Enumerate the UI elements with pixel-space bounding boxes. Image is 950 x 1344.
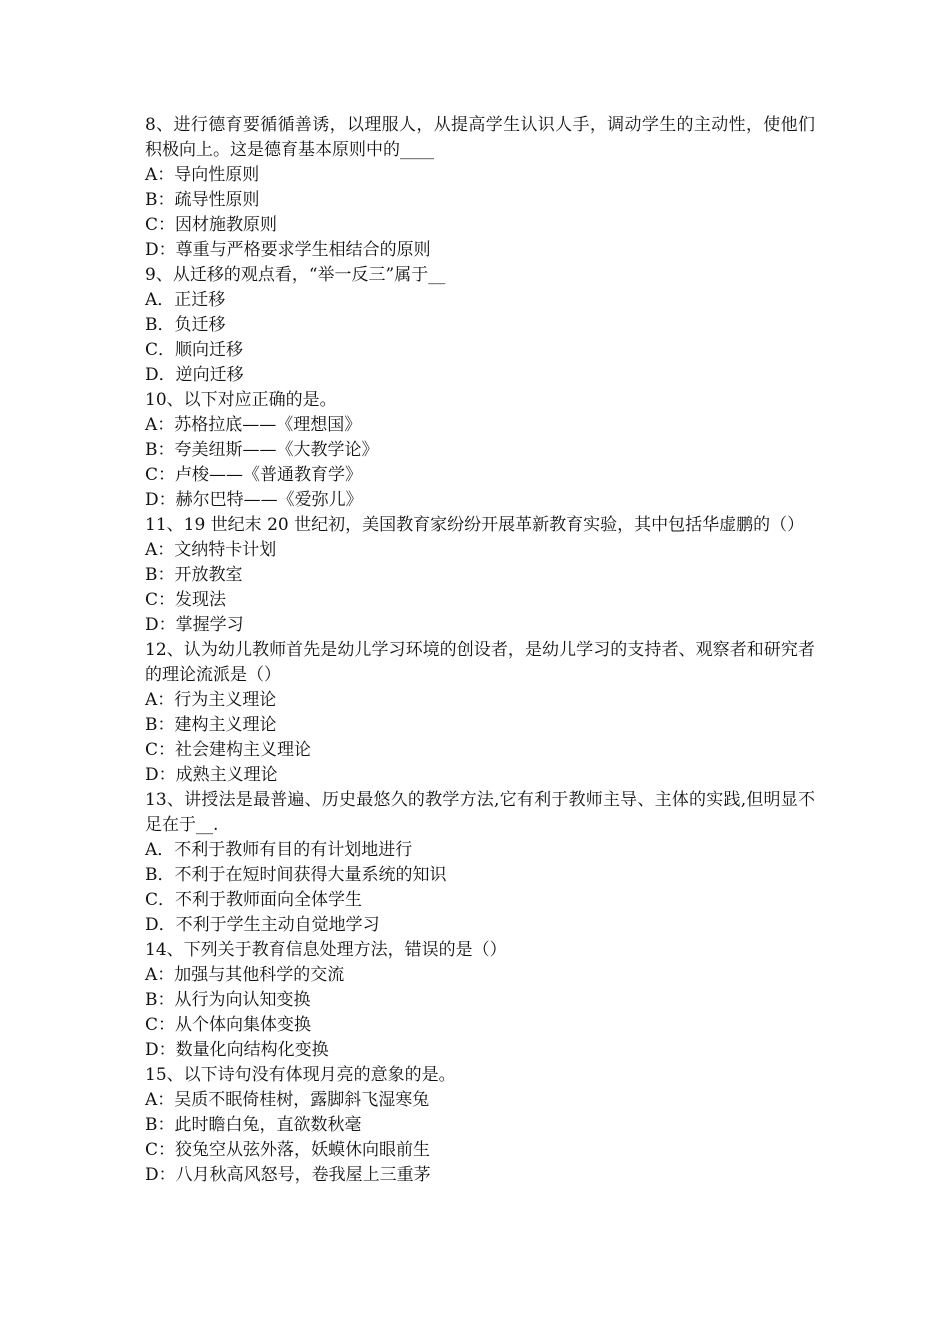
answer-option: C．顺向迁移 bbox=[145, 340, 244, 360]
answer-option: D：成熟主义理论 bbox=[145, 765, 278, 785]
question-block bbox=[145, 1063, 815, 1188]
answer-option: B：建构主义理论 bbox=[145, 715, 277, 735]
answer-option: A．正迁移 bbox=[145, 290, 226, 310]
answer-option: A．不利于教师有目的有计划地进行 bbox=[145, 840, 413, 860]
answer-option: A：行为主义理论 bbox=[145, 690, 277, 710]
question-text: 11、19 世纪末 20 世纪初，美国教育家纷纷开展革新教育实验，其中包括华虚鹏的（） bbox=[145, 515, 805, 535]
answer-option: B．负迁移 bbox=[145, 315, 226, 335]
question-block bbox=[145, 263, 815, 388]
answer-option: B：夸美纽斯——《大教学论》 bbox=[145, 440, 379, 460]
question-text: 15、以下诗句没有体现月亮的意象的是。 bbox=[145, 1065, 456, 1085]
question-text: 8、进行德育要循循善诱，以理服人，从提高学生认识人手，调动学生的主动性，使他们积极向上。这是德育基本原则中的____ bbox=[145, 115, 815, 160]
answer-option: D：八月秋高风怒号，卷我屋上三重茅 bbox=[145, 1165, 431, 1185]
question-block bbox=[145, 388, 815, 513]
answer-option: B．不利于在短时间获得大量系统的知识 bbox=[145, 865, 447, 885]
answer-option: A：苏格拉底——《理想国》 bbox=[145, 415, 362, 435]
answer-option: D：数量化向结构化变换 bbox=[145, 1040, 329, 1060]
answer-option: C：狡兔空从弦外落，妖蟆休向眼前生 bbox=[145, 1140, 431, 1160]
answer-option: C：发现法 bbox=[145, 590, 227, 610]
answer-option: A：文纳特卡计划 bbox=[145, 540, 277, 560]
question-block bbox=[145, 513, 815, 638]
answer-option: B：疏导性原则 bbox=[145, 190, 260, 210]
question-text: 9、从迁移的观点看，“举一反三”属于__ bbox=[145, 265, 446, 285]
question-text: 14、下列关于教育信息处理方法，错误的是（） bbox=[145, 940, 507, 960]
answer-option: B：从行为向认知变换 bbox=[145, 990, 311, 1010]
answer-option: C：社会建构主义理论 bbox=[145, 740, 312, 760]
answer-option: C：因材施教原则 bbox=[145, 215, 278, 235]
question-block bbox=[145, 638, 815, 788]
answer-option: C：从个体向集体变换 bbox=[145, 1015, 312, 1035]
question-block bbox=[145, 788, 815, 938]
answer-option: D：掌握学习 bbox=[145, 615, 244, 635]
answer-option: A：吴质不眠倚桂树，露脚斜飞湿寒兔 bbox=[145, 1090, 430, 1110]
question-text: 12、认为幼儿教师首先是幼儿学习环境的创设者，是幼儿学习的支持者、观察者和研究者的理论流派是（） bbox=[145, 640, 815, 685]
question-text: 13、讲授法是最普遍、历史最悠久的教学方法,它有利于教师主导、主体的实践,但明显不足在于__. bbox=[145, 790, 815, 835]
answer-option: D．不利于学生主动自觉地学习 bbox=[145, 915, 380, 935]
answer-option: C：卢梭——《普通教育学》 bbox=[145, 465, 363, 485]
answer-option: B：此时瞻白兔，直欲数秋毫 bbox=[145, 1115, 362, 1135]
answer-option: D：尊重与严格要求学生相结合的原则 bbox=[145, 240, 431, 260]
answer-option: D．逆向迁移 bbox=[145, 365, 244, 385]
answer-option: B：开放教室 bbox=[145, 565, 243, 585]
question-block bbox=[145, 113, 815, 263]
answer-option: C．不利于教师面向全体学生 bbox=[145, 890, 363, 910]
answer-option: D：赫尔巴特——《爱弥儿》 bbox=[145, 490, 363, 510]
answer-option: A：加强与其他科学的交流 bbox=[145, 965, 345, 985]
answer-option: A：导向性原则 bbox=[145, 165, 260, 185]
question-list bbox=[145, 113, 815, 1188]
question-block bbox=[145, 938, 815, 1063]
question-text: 10、以下对应正确的是。 bbox=[145, 390, 337, 410]
